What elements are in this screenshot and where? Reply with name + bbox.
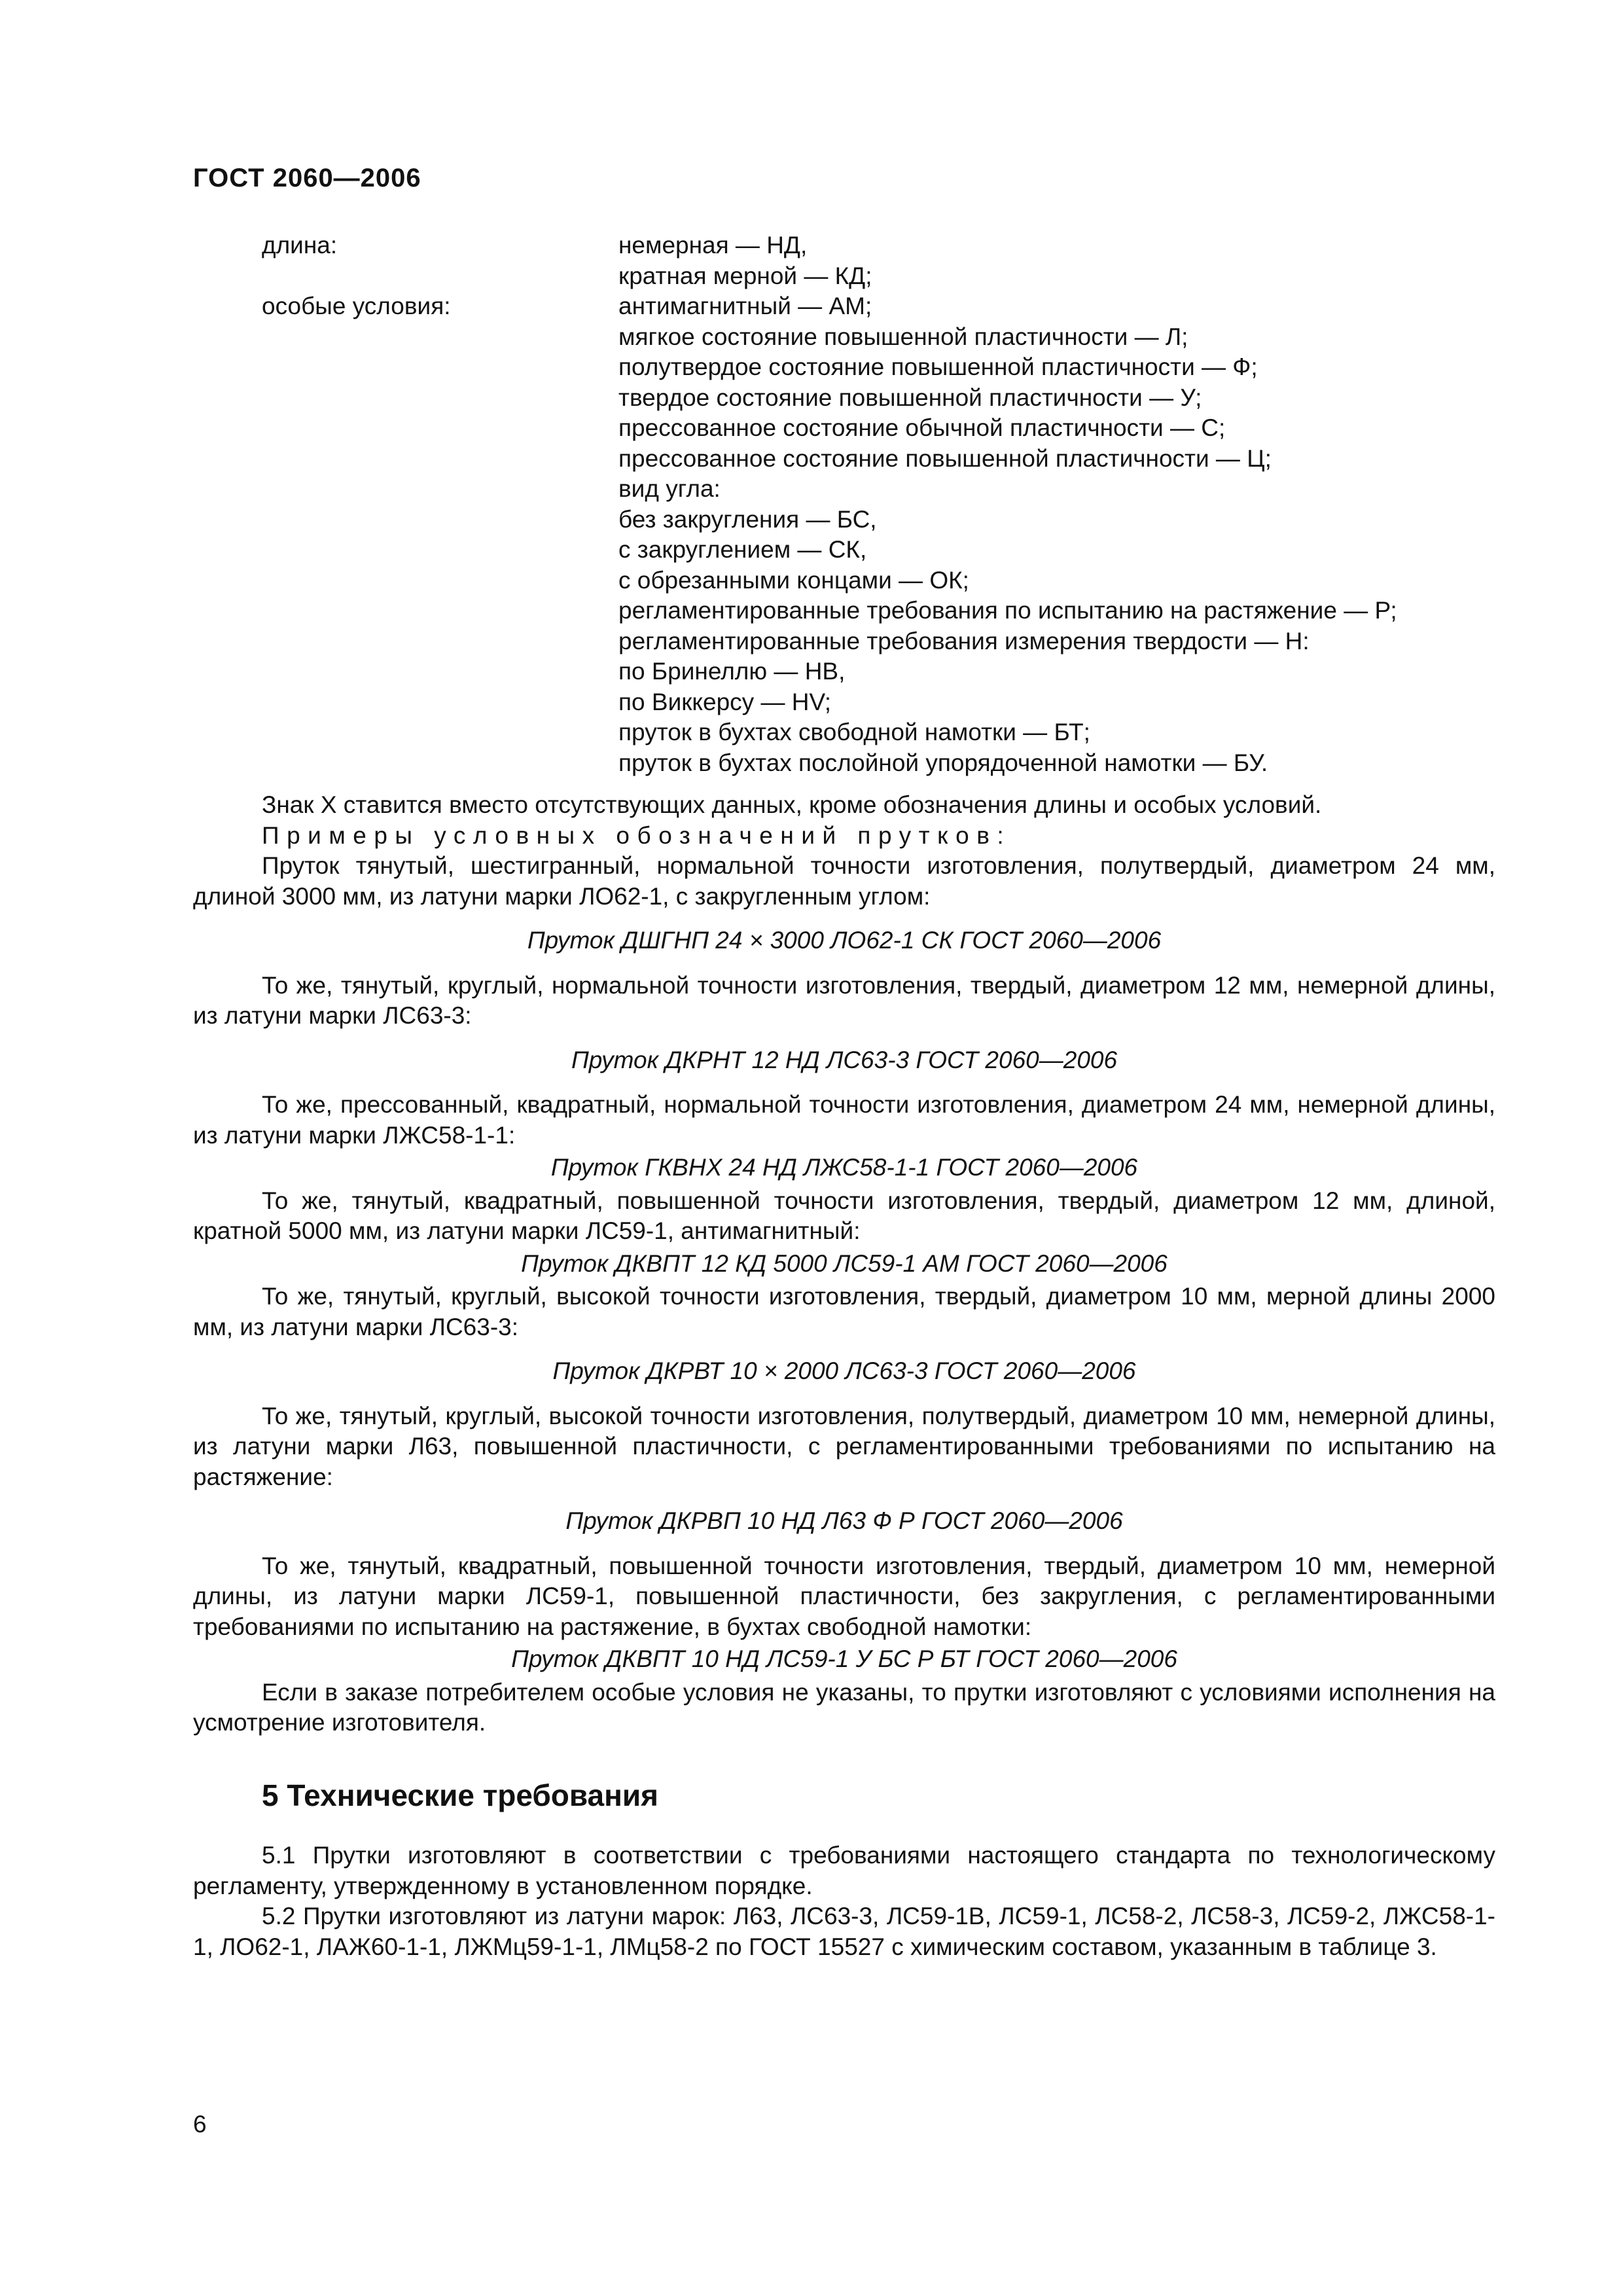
definition-value: антимагнитный — АМ; <box>618 293 872 319</box>
definition-value: мягкое состояние повышенной пластичности — Л; <box>618 323 1188 350</box>
definition-value: без закругления — БС, <box>618 505 877 533</box>
example-designation: Пруток ДКРНТ 12 НД ЛС63-3 ГОСТ 2060—2006 <box>571 1046 1118 1073</box>
definition-value: регламентированные требования по испытанию на растяжение — Р; <box>618 597 1397 624</box>
example-description: То же, тянутый, квадратный, повышенной точности изготовления, твердый, диаметром 12 мм, длиной, кратной 5000 мм, из латуни марки ЛС59-1, антимагнитный: <box>193 1187 1495 1244</box>
definition-value: пруток в бухтах послойной упорядоченной намотки — БУ. <box>618 749 1268 776</box>
document-header: ГОСТ 2060—2006 <box>193 164 421 192</box>
definition-value: регламентированные требования измерения твердости — Н: <box>618 627 1310 655</box>
definition-value: по Виккерсу — HV; <box>618 688 832 715</box>
definition-key: длина: <box>262 232 338 259</box>
definition-value: пруток в бухтах свободной намотки — БТ; <box>618 719 1090 745</box>
section-paragraph: 5.2 Прутки изготовляют из латуни марок: Л63, ЛС63-3, ЛС59-1В, ЛС59-1, ЛС58-2, ЛС58-3, ЛС59-2, ЛЖС58-1-1, ЛО62-1, ЛАЖ60-1-1, ЛЖМц59-1-1, ЛМц58-2 по ГОСТ 15527 с химическим составом, указанным в таблице 3. <box>193 1903 1495 1960</box>
definition-values <box>618 230 1505 291</box>
definition-key: особые условия: <box>262 293 451 319</box>
example-designation: Пруток ДКВПТ 12 КД 5000 ЛС59-1 АМ ГОСТ 2060—2006 <box>521 1249 1168 1277</box>
example-designation: Пруток ДКВПТ 10 НД ЛС59-1 У БС Р БТ ГОСТ 2060—2006 <box>511 1645 1177 1672</box>
definition-value: твердое состояние повышенной пластичности — У; <box>618 384 1202 411</box>
definition-length <box>262 230 1505 291</box>
document-body <box>193 790 1495 1962</box>
example-description: То же, прессованный, квадратный, нормальной точности изготовления, диаметром 24 мм, немерной длины, из латуни марки ЛЖС58-1-1: <box>193 1091 1495 1149</box>
section-paragraph: 5.1 Прутки изготовляют в соответствии с требованиями настоящего стандарта по технологическому регламенту, утвержденному в установленном порядке. <box>193 1842 1495 1899</box>
example-description: То же, тянутый, круглый, высокой точности изготовления, твердый, диаметром 10 мм, мерной длины 2000 мм, из латуни марки ЛС63-3: <box>193 1283 1495 1340</box>
definition-value: полутвердое состояние повышенной пластичности — Ф; <box>618 353 1258 380</box>
definition-value: по Бринеллю — НВ, <box>618 658 846 685</box>
example-description: То же, тянутый, квадратный, повышенной точности изготовления, твердый, диаметром 10 мм, немерной длины, из латуни марки ЛС59-1, повышенной пластичности, без закругления, с регламентированными требованиями по испытанию на растяжение, в бухтах свободной намотки: <box>193 1552 1495 1640</box>
example-designation: Пруток ДКРВП 10 НД Л63 Ф Р ГОСТ 2060—2006 <box>565 1507 1123 1534</box>
definition-values <box>618 291 1505 778</box>
examples-heading: Примеры условных обозначений прутков: <box>262 821 1012 849</box>
definition-value: немерная — НД, <box>618 232 808 259</box>
definition-value: прессованное состояние повышенной пластичности — Ц; <box>618 444 1272 472</box>
definition-value: с обрезанными концами — ОК; <box>618 566 969 594</box>
closing-paragraph: Если в заказе потребителем особые условия не указаны, то прутки изготовляют с условиями исполнения на усмотрение изготовителя. <box>193 1678 1495 1736</box>
example-description: То же, тянутый, круглый, высокой точности изготовления, полутвердый, диаметром 10 мм, немерной длины, из латуни марки Л63, повышенной пластичности, с регламентированными требованиями по испытанию на растяжение: <box>193 1402 1495 1490</box>
definition-value: прессованное состояние обычной пластичности — С; <box>618 414 1226 441</box>
definition-value: кратная мерной — КД; <box>618 262 872 289</box>
note-paragraph: Знак Х ставится вместо отсутствующих данных, кроме обозначения длины и особых условий. <box>262 791 1322 818</box>
example-designation: Пруток ГКВНХ 24 НД ЛЖС58-1-1 ГОСТ 2060—2006 <box>550 1154 1138 1181</box>
definition-value: с закруглением — СК, <box>618 536 867 563</box>
page-number: 6 <box>193 2111 207 2138</box>
section-title: 5 Технические требования <box>262 1778 658 1812</box>
definition-special-conditions <box>262 291 1505 778</box>
definition-value: вид угла: <box>618 475 721 502</box>
example-designation: Пруток ДКРВТ 10 × 2000 ЛС63-3 ГОСТ 2060—2006 <box>552 1357 1136 1384</box>
designation-definitions <box>262 230 1505 778</box>
example-description: Пруток тянутый, шестигранный, нормальной точности изготовления, полутвердый, диаметром 24 мм, длиной 3000 мм, из латуни марки ЛО62-1, с закругленным углом: <box>193 852 1495 910</box>
example-designation: Пруток ДШГНП 24 × 3000 ЛО62-1 СК ГОСТ 2060—2006 <box>527 927 1162 954</box>
example-description: То же, тянутый, круглый, нормальной точности изготовления, твердый, диаметром 12 мм, немерной длины, из латуни марки ЛС63-3: <box>193 971 1495 1029</box>
